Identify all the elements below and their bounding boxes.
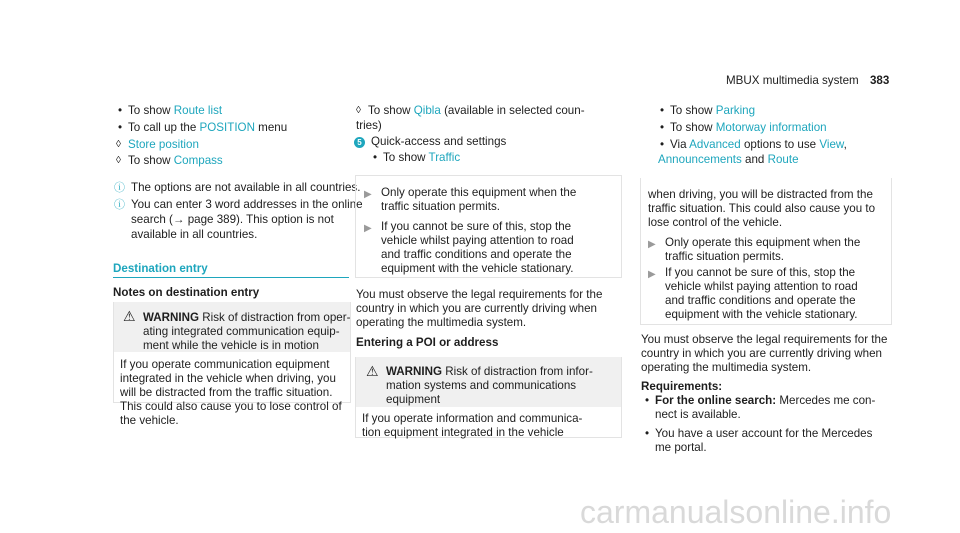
watermark: carmanualsonline.info — [580, 494, 892, 530]
motorway-information-link[interactable]: Motorway information — [715, 121, 827, 134]
running-header — [726, 74, 889, 88]
caution-line-2: traffic situation permits. — [381, 200, 500, 213]
info-note-2-line-2: search (→ page 389). This option is not — [131, 213, 334, 226]
callout-5-icon: 5 — [354, 137, 365, 148]
diamond-qibla: ◊ To show Qibla (available in selected coun- — [356, 104, 585, 117]
cont-caution-5: and traffic conditions and operate the — [665, 294, 856, 307]
requirement-user-account: • You have a user account for the Mercedes — [655, 427, 872, 441]
diamond-store-position — [116, 138, 199, 152]
store-position-link[interactable]: Store position — [128, 138, 199, 151]
arrow-icon: ▶ — [648, 269, 656, 280]
legal3-para-2: country in which you are currently driving when — [641, 347, 883, 360]
warning2-body-2: tion equipment integrated in the vehicle — [362, 426, 564, 439]
cont-line-2: traffic situation. This could also cause you to — [648, 202, 876, 215]
route-list-link[interactable]: Route list — [173, 104, 223, 117]
legal-para-3: operating the multimedia system. — [356, 316, 527, 329]
advanced-link[interactable]: Advanced — [689, 138, 741, 151]
warning-line-1: WARNING Risk of distraction from oper- — [143, 311, 351, 324]
warning-body-1: If you operate communication equipment — [120, 358, 330, 371]
cont-caution-1: Only operate this equipment when the — [665, 236, 861, 249]
parking-link[interactable]: Parking — [715, 104, 756, 117]
compass-link[interactable]: Compass — [173, 154, 223, 167]
arrow-icon: ▶ — [364, 223, 372, 234]
view-link[interactable]: View — [819, 138, 844, 151]
warning-body-4: This could also cause you to lose control of — [120, 400, 342, 413]
requirement-account-line-2: me portal. — [655, 441, 707, 454]
poi-heading: Entering a POI or address — [356, 336, 499, 349]
arrow-icon: ▶ — [648, 239, 656, 250]
caution-line-5: and traffic conditions and operate the — [381, 248, 572, 261]
header-title: MBUX multimedia system — [726, 74, 859, 87]
qibla-line-2: tries) — [356, 119, 382, 132]
legal-para-1: You must observe the legal requirements for the — [356, 288, 603, 301]
bullet-advanced: • Via Advanced options to use View, — [670, 138, 847, 152]
warning-line-3: ment while the vehicle is in motion — [143, 339, 319, 352]
route-link[interactable]: Route — [767, 153, 799, 166]
section-heading: Destination entry — [113, 262, 208, 275]
warning2-line-2: mation systems and communications — [386, 379, 577, 392]
info-note-1: ⓘ The options are not available in all countries. — [114, 181, 361, 194]
info-icon: ⓘ — [114, 199, 125, 211]
caution-line-4: vehicle whilst paying attention to road — [381, 234, 574, 247]
section-rule — [113, 277, 349, 278]
bullet-route-list: • To show Route list — [128, 104, 222, 118]
warning-body-5: the vehicle. — [120, 414, 179, 427]
bullet-parking: • To show Parking — [670, 104, 755, 118]
info-icon: ⓘ — [114, 182, 125, 194]
position-link[interactable]: POSITION — [199, 121, 255, 134]
requirements-heading: Requirements: — [641, 380, 723, 393]
warning-body-3: will be distracted from the traffic situation. — [120, 386, 333, 399]
page-number: 383 — [869, 74, 890, 87]
warning2-body-1: If you operate information and communica- — [362, 412, 583, 425]
diamond-compass: ◊ To show Compass — [116, 154, 223, 167]
cont-caution-4: vehicle whilst paying attention to road — [665, 280, 858, 293]
caution-line-6: equipment with the vehicle stationary. — [381, 262, 574, 275]
legal3-para-1: You must observe the legal requirements for the — [641, 333, 888, 346]
warning-line-2: ating integrated communication equip- — [143, 325, 340, 338]
cont-caution-3: If you cannot be sure of this, stop the — [665, 266, 856, 279]
bullet-position-menu: • To call up the POSITION menu — [128, 121, 287, 135]
notes-heading: Notes on destination entry — [113, 286, 260, 299]
warning2-line-3: equipment — [386, 393, 441, 406]
diamond-icon: ◊ — [116, 155, 121, 166]
diamond-icon: ◊ — [356, 105, 361, 116]
requirement-online-line-2: nect is available. — [655, 408, 741, 421]
requirement-online-search: • For the online search: Mercedes me con- — [655, 394, 875, 408]
warning-triangle-icon: ⚠ — [123, 308, 136, 324]
caution-line-3: If you cannot be sure of this, stop the — [381, 220, 572, 233]
announcements-link[interactable]: Announcements — [658, 153, 742, 166]
legal-para-2: country in which you are currently driving when — [356, 302, 598, 315]
warning-body-2: integrated in the vehicle when driving, you — [120, 372, 336, 385]
quick-access-label: Quick-access and settings — [371, 135, 507, 148]
cont-line-1: when driving, you will be distracted from the — [648, 188, 873, 201]
cont-line-3: lose control of the vehicle. — [648, 216, 783, 229]
bullet-motorway: • To show Motorway information — [670, 121, 827, 135]
arrow-icon: ▶ — [364, 189, 372, 200]
qibla-link[interactable]: Qibla — [413, 104, 441, 117]
traffic-link[interactable]: Traffic — [428, 151, 461, 164]
cont-caution-6: equipment with the vehicle stationary. — [665, 308, 858, 321]
cont-caution-2: traffic situation permits. — [665, 250, 784, 263]
legal3-para-3: operating the multimedia system. — [641, 361, 812, 374]
info-note-2: ⓘ You can enter 3 word addresses in the online — [114, 198, 363, 211]
bullet-advanced-line-2: Announcements and Route — [658, 153, 799, 166]
bullet-traffic: • To show Traffic — [383, 151, 460, 165]
caution-line-1: Only operate this equipment when the — [381, 186, 577, 199]
diamond-icon: ◊ — [116, 139, 121, 150]
warning-triangle-icon: ⚠ — [366, 363, 379, 379]
info-note-2-line-3: available in all countries. — [131, 228, 258, 241]
warning2-line-1: WARNING Risk of distraction from infor- — [386, 365, 593, 378]
